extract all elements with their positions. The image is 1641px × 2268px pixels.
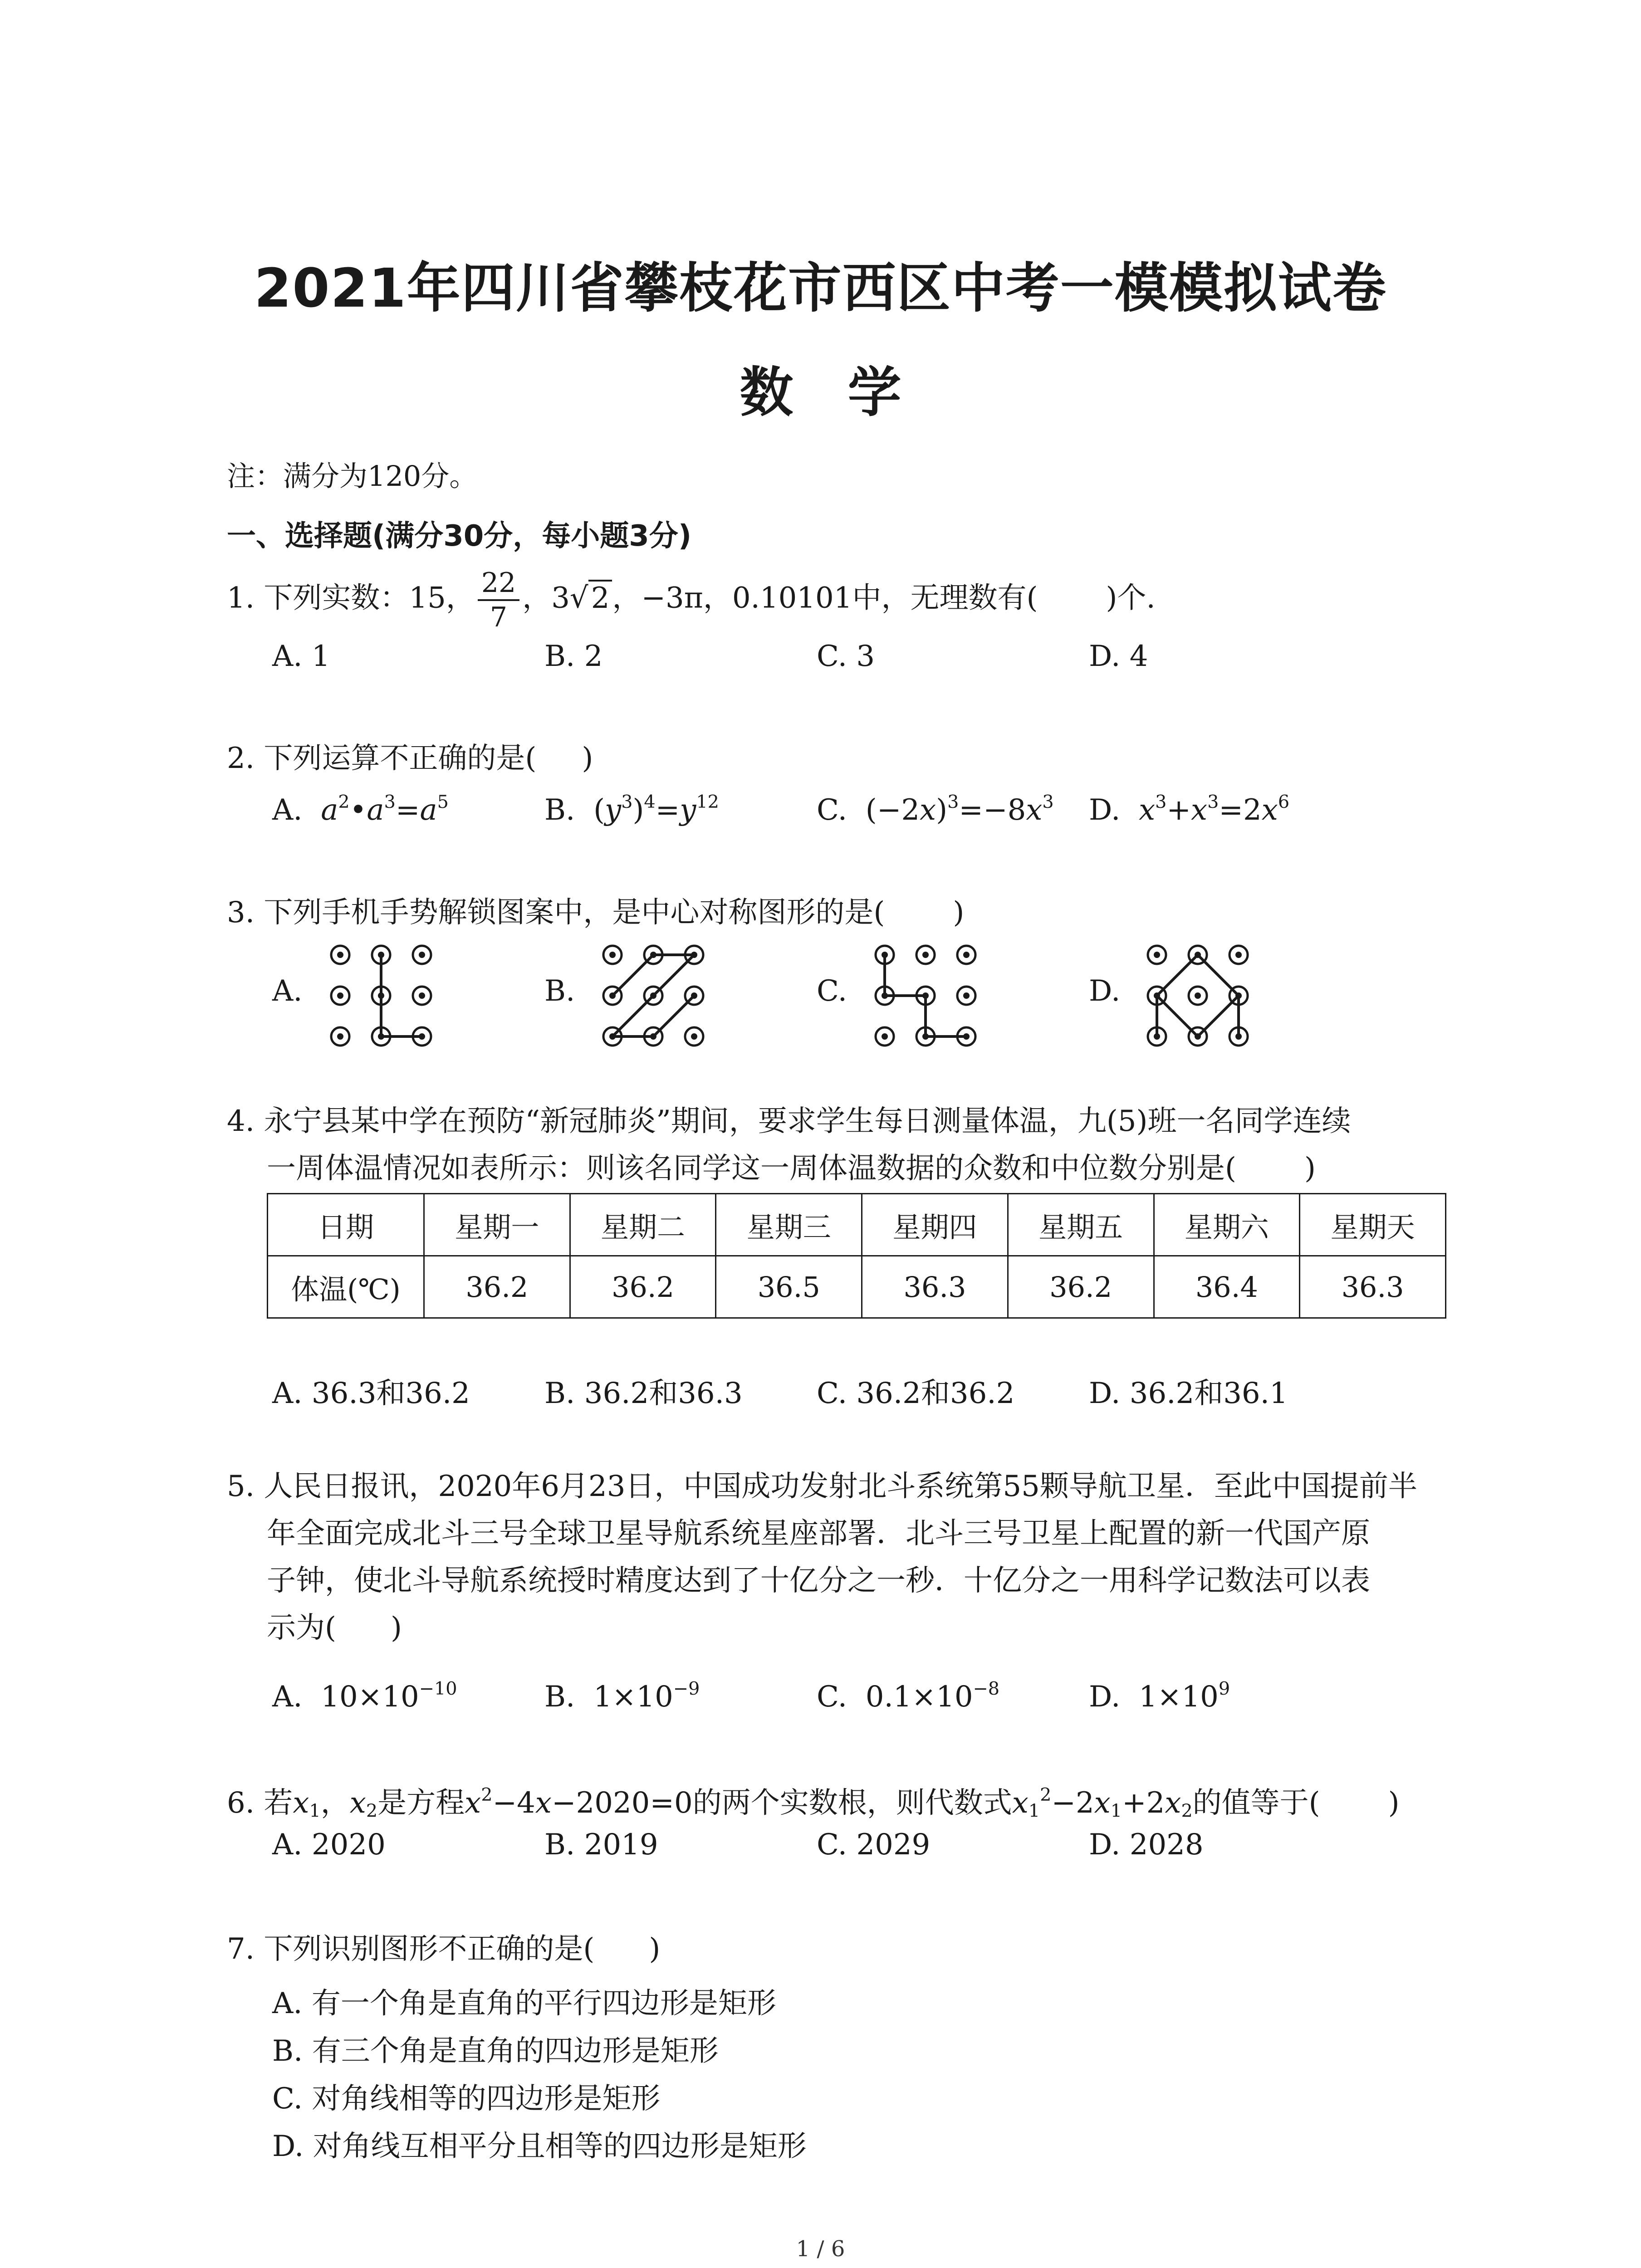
- q2-option-a: A. $a^2•a^3=a^5$: [272, 792, 449, 827]
- question-3: 3. 下列手机手势解锁图案中，是中心对称图形的是( ): [227, 896, 965, 929]
- exam-subject: 数学: [740, 361, 956, 424]
- q4-option-d: D. 36.2和36.1: [1089, 1377, 1288, 1410]
- q4-option-b: B. 36.2和36.3: [544, 1377, 743, 1410]
- table-cell: 体温(℃): [268, 1256, 424, 1318]
- q1-option-a: A. 1: [272, 640, 330, 673]
- q4-option-c: C. 36.2和36.2: [817, 1377, 1015, 1410]
- q6-option-c: C. 2029: [817, 1828, 931, 1862]
- q6-option-d: D. 2028: [1089, 1828, 1204, 1862]
- table-cell: 星期三: [716, 1194, 862, 1256]
- question-4: 4. 永宁县某中学在预防“新冠肺炎”期间，要求学生每日测量体温，九(5)班一名同学连续 一周体温情况如表所示：则该名同学这一周体温数据的众数和中位数分别是( ): [227, 1105, 1351, 1185]
- table-cell: 36.2: [1008, 1256, 1154, 1318]
- q3-label-a: A.: [272, 974, 303, 1008]
- q7-option-d: D. 对角线互相平分且相等的四边形是矩形: [272, 2130, 807, 2163]
- q3-label-b: B.: [544, 974, 575, 1008]
- unlock-pattern-c: [862, 934, 989, 1057]
- section-heading: 一、选择题(满分30分，每小题3分): [227, 519, 692, 553]
- table-cell: 星期五: [1008, 1194, 1154, 1256]
- q5-option-a: A. $10\times 10^{-10}$: [272, 1678, 457, 1714]
- q5-option-d: D. $1\times 10^9$: [1089, 1678, 1230, 1714]
- table-cell: 36.3: [862, 1256, 1008, 1318]
- q1-option-c: C. 3: [817, 640, 875, 673]
- table-row: [268, 1256, 1446, 1318]
- q2-option-c: C. $(-2x)^3=-8x^3$: [817, 792, 1054, 827]
- table-cell: 星期四: [862, 1194, 1008, 1256]
- q7-option-c: C. 对角线相等的四边形是矩形: [272, 2082, 661, 2116]
- unlock-pattern-b: [590, 934, 717, 1057]
- table-cell: 星期六: [1154, 1194, 1300, 1256]
- unlock-pattern-d: [1134, 934, 1261, 1057]
- table-cell: 36.4: [1154, 1256, 1300, 1318]
- q3-label-d: D.: [1089, 974, 1121, 1008]
- score-note: 注：满分为120分。: [227, 459, 478, 493]
- table-cell: 36.5: [716, 1256, 862, 1318]
- unlock-pattern-a: [318, 934, 445, 1057]
- question-6: 6. 若$x_1$，$x_2$是方程$x^2-4x-2020=0$的两个实数根，则代数式$x_1^2-2x_1+2x_2$的值等于( ): [227, 1784, 1400, 1822]
- table-cell: 36.2: [570, 1256, 716, 1318]
- page-number: 1 / 6: [796, 2236, 845, 2262]
- q6-option-a: A. 2020: [272, 1828, 386, 1862]
- exam-title: 2021年四川省攀枝花市西区中考一模模拟试卷: [254, 257, 1387, 319]
- q1-option-b: B. 2: [544, 640, 603, 673]
- question-5: 5. 人民日报讯，2020年6月23日，中国成功发射北斗系统第55颗导航卫星．至此中国提前半 年全面完成北斗三号全球卫星导航系统星座部署．北斗三号卫星上配置的新一代国产原 子钟，使北斗导航系统授时精度达到了十亿分之一秒．十亿分之一用科学记数法可以表 示为( ): [227, 1470, 1417, 1645]
- table-cell: 星期天: [1300, 1194, 1446, 1256]
- q3-label-c: C.: [817, 974, 847, 1008]
- question-2: 2. 下列运算不正确的是( ): [227, 742, 593, 775]
- table-cell: 日期: [268, 1194, 424, 1256]
- q7-option-a: A. 有一个角是直角的平行四边形是矩形: [272, 1987, 776, 2020]
- table-cell: 星期二: [570, 1194, 716, 1256]
- q7-option-b: B. 有三个角是直角的四边形是矩形: [272, 2034, 719, 2068]
- q5-option-b: B. $1\times 10^{-9}$: [544, 1678, 700, 1714]
- q4-option-a: A. 36.3和36.2: [272, 1377, 470, 1410]
- table-row: [268, 1194, 1446, 1256]
- q5-option-c: C. $0.1\times 10^{-8}$: [817, 1678, 1000, 1714]
- question-1: 1. 下列实数：15， $\frac{22}{7}$ ，3√2，−3π，0.10101中，无理数有( )个.: [227, 567, 1156, 633]
- table-cell: 星期一: [424, 1194, 570, 1256]
- table-cell: 36.3: [1300, 1256, 1446, 1318]
- temperature-table: [267, 1193, 1446, 1319]
- table-cell: 36.2: [424, 1256, 570, 1318]
- question-7: 7. 下列识别图形不正确的是( ): [227, 1932, 661, 1966]
- q6-option-b: B. 2019: [544, 1828, 658, 1862]
- q2-option-b: B. $(y^3)^4=y^{12}$: [544, 792, 719, 827]
- fraction: $\frac{22}{7}$: [478, 569, 519, 631]
- q2-option-d: D. $x^3+x^3=2x^6$: [1089, 792, 1290, 827]
- q1-option-d: D. 4: [1089, 640, 1148, 673]
